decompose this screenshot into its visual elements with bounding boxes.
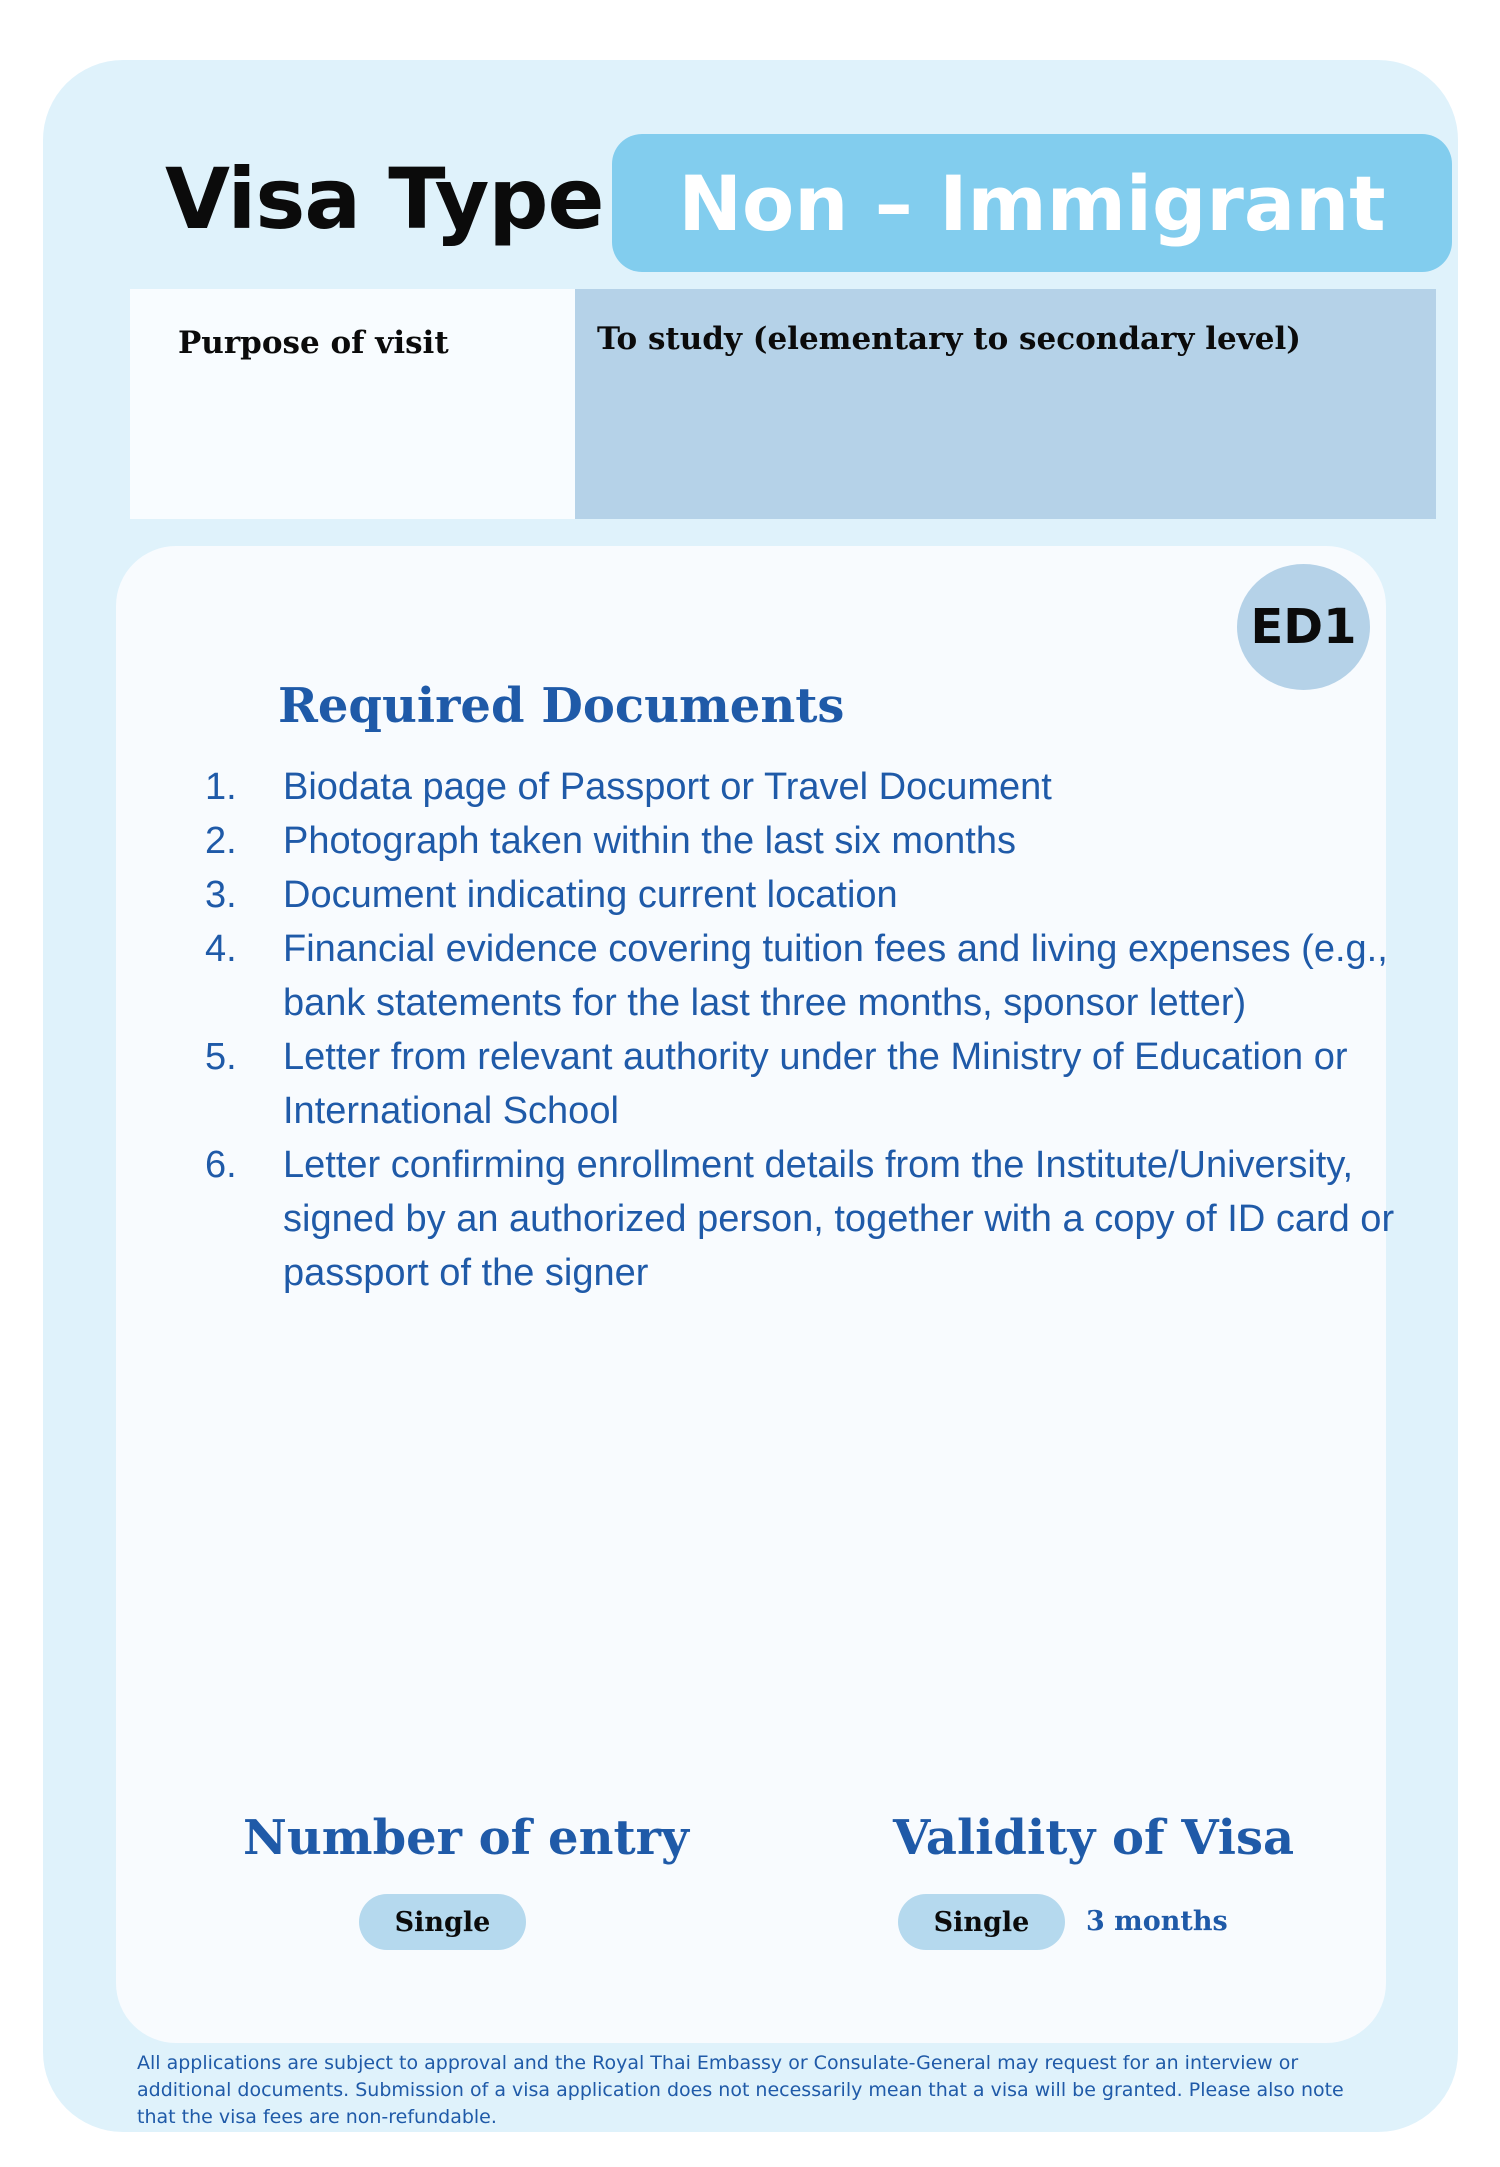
- document-text: Document indicating current location: [283, 874, 898, 916]
- document-item: [205, 922, 1395, 1030]
- document-number: 2.: [205, 820, 237, 862]
- document-text: Biodata page of Passport or Travel Document: [283, 766, 1052, 808]
- validity-duration: 3 months: [1086, 1906, 1228, 1937]
- visa-code-badge: ED1: [1237, 564, 1370, 690]
- purpose-label: Purpose of visit: [130, 289, 575, 519]
- document-text: Financial evidence covering tuition fees and living expenses (e.g., bank statements for the last three months, sponsor letter): [283, 928, 1388, 1024]
- required-documents-title: Required Documents: [278, 678, 845, 734]
- purpose-of-visit-row: [130, 289, 1436, 519]
- visa-type-banner: Non – Immigrant: [612, 134, 1452, 272]
- document-number: 6.: [205, 1144, 237, 1186]
- document-number: 3.: [205, 874, 237, 916]
- purpose-value: To study (elementary to secondary level): [575, 289, 1436, 519]
- document-item: [205, 1138, 1395, 1300]
- document-number: 1.: [205, 766, 237, 808]
- document-item: [205, 760, 1395, 814]
- visa-type-heading: Visa Type: [165, 150, 604, 248]
- disclaimer-text: All applications are subject to approval and the Royal Thai Embassy or Consulate-General may request for an interview or additional documents. Submission of a visa application does not necessarily mean that a visa will be granted. Please also note that the visa fees are non-refundable.: [137, 2052, 1344, 2128]
- document-text: Letter confirming enrollment details from the Institute/University, signed by an authorized person, together with a copy of ID card or passport of the signer: [283, 1144, 1395, 1294]
- document-number: 5.: [205, 1036, 237, 1078]
- validity-of-visa-title: Validity of Visa: [893, 1810, 1295, 1866]
- document-item: [205, 868, 1395, 922]
- number-of-entry-title: Number of entry: [243, 1810, 689, 1866]
- document-number: 4.: [205, 928, 237, 970]
- required-documents-list: [205, 760, 1395, 1300]
- document-item: [205, 1030, 1395, 1138]
- entry-type-pill: Single: [359, 1894, 526, 1950]
- document-item: [205, 814, 1395, 868]
- document-text: Photograph taken within the last six months: [283, 820, 1016, 862]
- validity-entry-pill: Single: [898, 1894, 1065, 1950]
- document-text: Letter from relevant authority under the Ministry of Education or International School: [283, 1036, 1348, 1132]
